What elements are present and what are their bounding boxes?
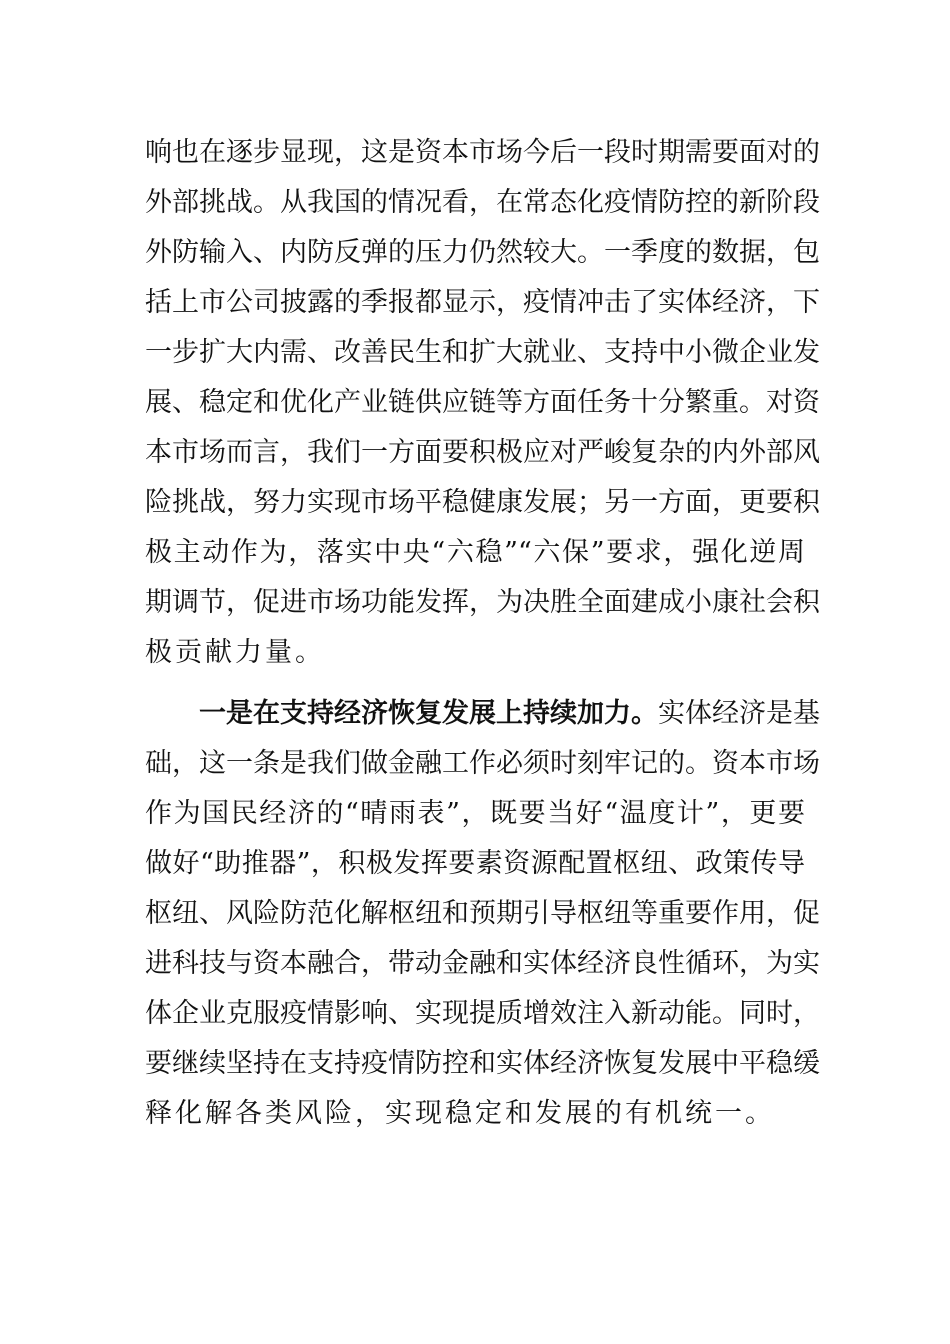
paragraph-line: 体企业克服疫情影响、实现提质增效注入新动能。同时， bbox=[145, 998, 820, 1029]
paragraph-line: 险挑战，努力实现市场平稳健康发展；另一方面，更要积 bbox=[145, 487, 820, 518]
paragraph-line: 展、稳定和优化产业链供应链等方面任务十分繁重。对资 bbox=[145, 387, 820, 418]
paragraph-line: 本市场而言，我们一方面要积极应对严峻复杂的内外部风 bbox=[145, 437, 820, 468]
paragraph-line: 外部挑战。从我国的情况看，在常态化疫情防控的新阶段 bbox=[145, 187, 820, 218]
paragraph-line: 作为国民经济的“晴雨表”，既要当好“温度计”，更要 bbox=[145, 798, 805, 829]
paragraph-line: 一步扩大内需、改善民生和扩大就业、支持中小微企业发 bbox=[145, 337, 820, 368]
paragraph-line: 做好“助推器”，积极发挥要素资源配置枢纽、政策传导 bbox=[145, 848, 805, 879]
paragraph-line: 础，这一条是我们做金融工作必须时刻牢记的。资本市场 bbox=[145, 748, 820, 779]
paragraph-heading: 一是在支持经济恢复发展上持续加力。 bbox=[199, 698, 658, 729]
paragraph-line: 括上市公司披露的季报都显示，疫情冲击了实体经济，下 bbox=[145, 287, 820, 318]
paragraph-line: 外防输入、内防反弹的压力仍然较大。一季度的数据，包 bbox=[145, 237, 820, 268]
paragraph-line: 极贡献力量。 bbox=[145, 637, 325, 668]
paragraph-line: 期调节，促进市场功能发挥，为决胜全面建成小康社会积 bbox=[145, 587, 820, 618]
paragraph-first-line-text: 实体经济是基 bbox=[658, 698, 820, 729]
paragraph-line: 极主动作为，落实中央“六稳”“六保”要求，强化逆周 bbox=[145, 537, 805, 568]
paragraph-line: 响也在逐步显现，这是资本市场今后一段时期需要面对的 bbox=[145, 137, 820, 168]
paragraph-line: 释化解各类风险，实现稳定和发展的有机统一。 bbox=[145, 1098, 775, 1129]
paragraph-first-line bbox=[199, 694, 820, 734]
paragraph-line: 进科技与资本融合，带动金融和实体经济良性循环，为实 bbox=[145, 948, 820, 979]
paragraph-line: 枢纽、风险防范化解枢纽和预期引导枢纽等重要作用，促 bbox=[145, 898, 820, 929]
paragraph-line: 要继续坚持在支持疫情防控和实体经济恢复发展中平稳缓 bbox=[145, 1048, 820, 1079]
